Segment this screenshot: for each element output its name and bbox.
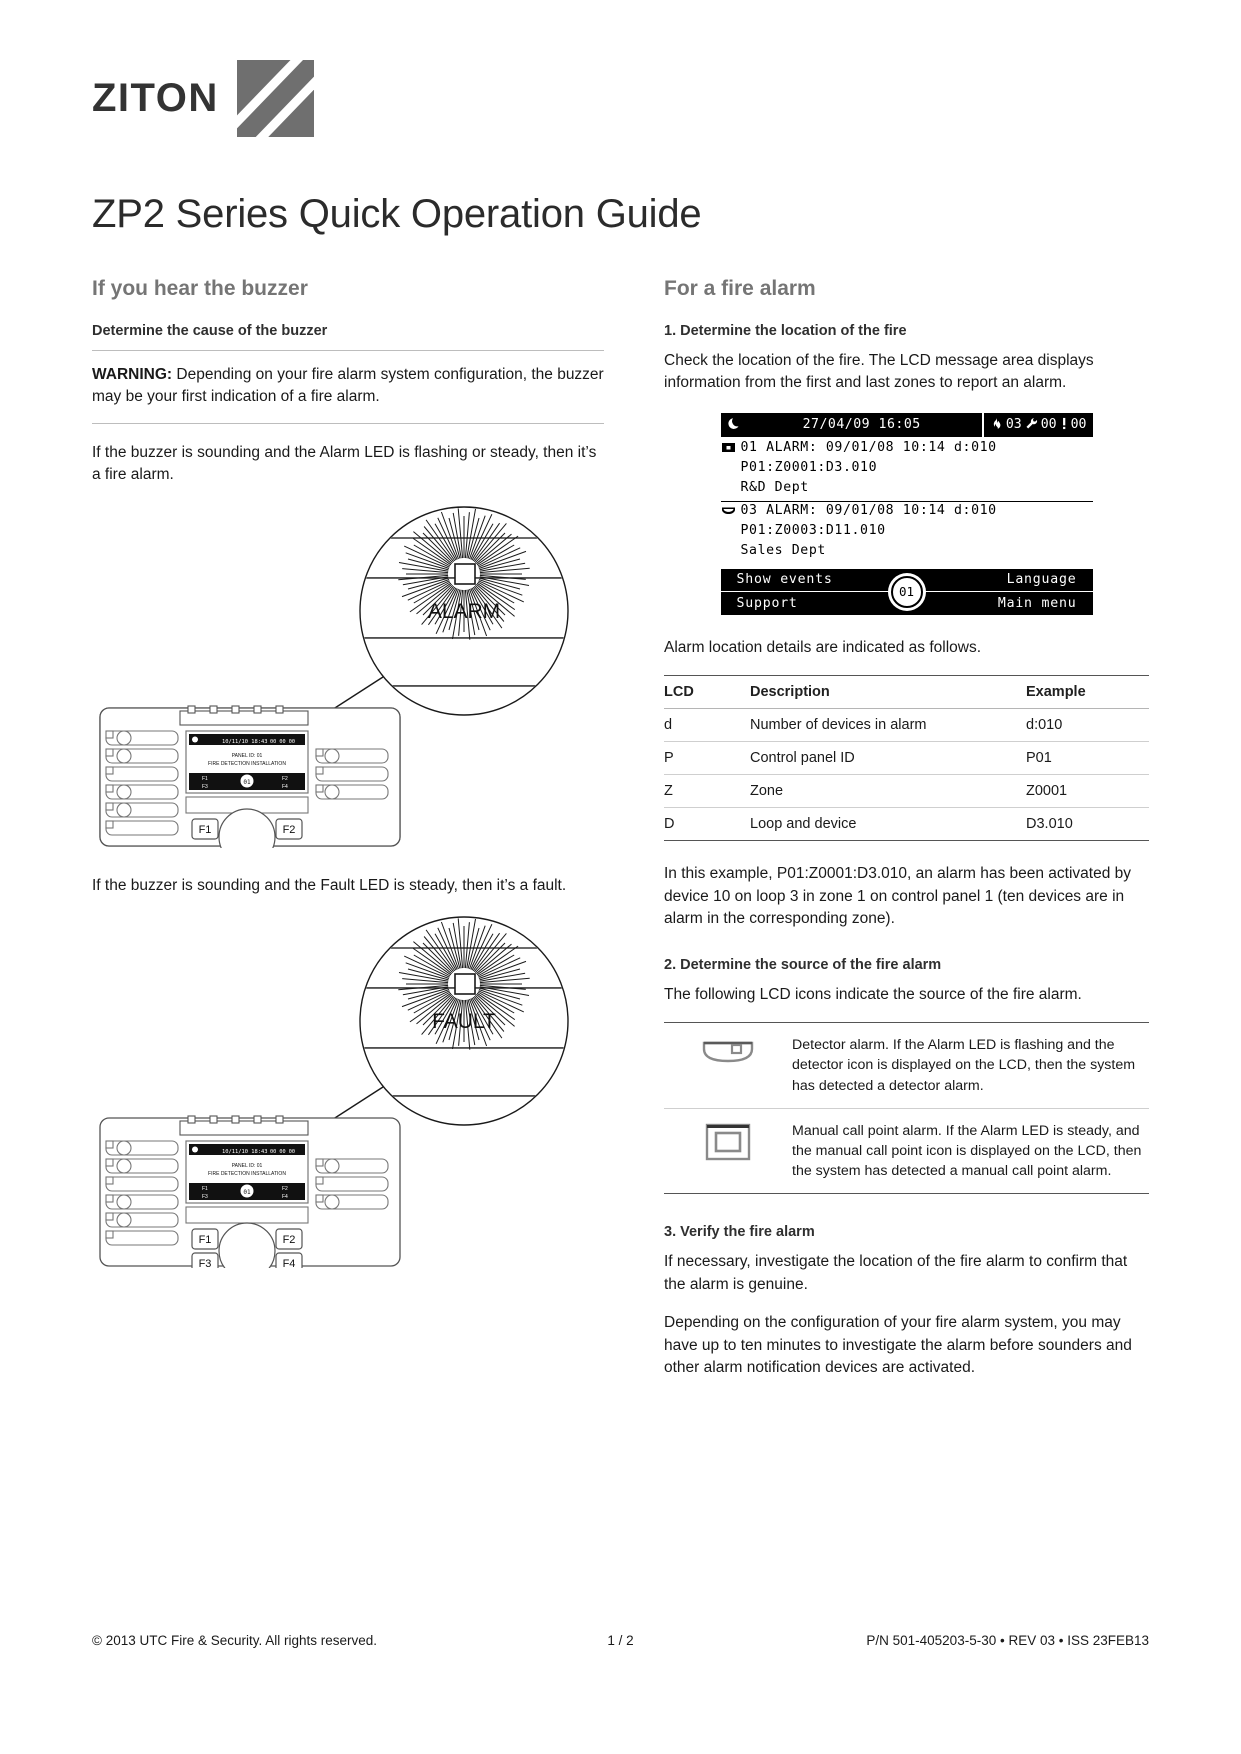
detector-icon xyxy=(721,504,741,520)
step3-title: 3. Verify the fire alarm xyxy=(664,1224,815,1241)
warning-label: WARNING: xyxy=(92,366,173,383)
figure-alarm-panel xyxy=(92,503,604,853)
lcd-line-text: Sales Dept xyxy=(740,542,826,558)
lcd-line-text: 03 ALARM: 09/01/08 10:14 d:010 xyxy=(740,502,997,518)
brand-logo xyxy=(92,52,1149,144)
lcd-fault-count: 00 xyxy=(1040,417,1057,433)
left-column xyxy=(92,277,604,1396)
col-header-description: Description xyxy=(750,676,1026,709)
table-row xyxy=(664,775,1149,808)
figure-fault-panel xyxy=(92,913,604,1273)
alarm-location-table xyxy=(664,675,1149,841)
fig1-lcd-counts: 00 00 00 xyxy=(270,738,295,745)
softkey-support[interactable]: Support xyxy=(736,595,798,611)
alarm-panel-diagram xyxy=(92,503,604,848)
fig2-softkey-f4: F4 xyxy=(282,1194,288,1201)
footer-partnumber: P/N 501-405203-5-30 • REV 03 • ISS 23FEB13 xyxy=(866,1633,1149,1648)
lcd-line-text: P01:Z0003:D11.010 xyxy=(740,522,886,538)
manual-call-point-icon-cell xyxy=(664,1108,792,1193)
logo-wordmark: ZITON xyxy=(92,75,219,120)
fig2-softkey-f3: F3 xyxy=(202,1194,208,1201)
step1-title: 1. Determine the location of the fire xyxy=(664,323,907,339)
lcd-fire-count: 03 xyxy=(1005,417,1022,433)
lcd-line-text: 01 ALARM: 09/01/08 10:14 d:010 xyxy=(740,439,997,455)
col-header-example: Example xyxy=(1026,676,1149,709)
fig1-panel-id: PANEL ID: 01 xyxy=(231,752,263,759)
fig1-lcd-datetime: 10/11/10 18:43 xyxy=(222,738,268,745)
fig2-key-f3: F3 xyxy=(198,1258,212,1269)
fig2-key-f4: F4 xyxy=(282,1258,296,1269)
lcd-icon-table xyxy=(664,1022,1149,1194)
icon-table-row xyxy=(664,1023,1149,1108)
cell-example: D3.010 xyxy=(1026,808,1149,841)
lcd-screenshot xyxy=(664,413,1149,615)
cell-example: d:010 xyxy=(1026,709,1149,742)
lcd-datetime: 27/04/09 16:05 xyxy=(802,417,921,433)
right-column xyxy=(664,277,1149,1396)
cell-lcd: Z xyxy=(664,775,750,808)
col-header-lcd: LCD xyxy=(664,676,750,709)
fault-callout-label: FAULT xyxy=(432,1010,496,1034)
fig1-key-f1: F1 xyxy=(198,823,212,836)
cell-description: Loop and device xyxy=(750,808,1026,841)
fig1-softkey-f1: F1 xyxy=(202,775,208,782)
ziton-z-mark-icon xyxy=(237,60,314,137)
cell-lcd: P xyxy=(664,742,750,775)
fig2-lcd-counts: 00 00 00 xyxy=(270,1149,295,1156)
left-section-heading: If you hear the buzzer xyxy=(92,277,308,300)
alarm-callout-label: ALARM xyxy=(427,599,501,623)
detector-icon-description: Detector alarm. If the Alarm LED is flashing and the detector icon is displayed on the LCD, then the system has detected a detector alarm. xyxy=(792,1023,1149,1108)
page-title: ZP2 Series Quick Operation Guide xyxy=(92,192,702,236)
fig2-badge: 01 xyxy=(243,1189,251,1197)
cell-description: Control panel ID xyxy=(750,742,1026,775)
lcd-line xyxy=(721,544,1093,564)
cell-lcd: d xyxy=(664,709,750,742)
fig1-softkey-f3: F3 xyxy=(202,783,208,790)
footer-page-number: 1 / 2 xyxy=(607,1633,634,1648)
left-para-alarm: If the buzzer is sounding and the Alarm LED is flashing or steady, then it’s a fire alarm. xyxy=(92,443,597,484)
step2-title: 2. Determine the source of the fire alarm xyxy=(664,956,942,973)
cell-example: Z0001 xyxy=(1026,775,1149,808)
fig2-panel-id: PANEL ID: 01 xyxy=(231,1163,263,1170)
fig1-panel-subtitle: FIRE DETECTION INSTALLATION xyxy=(208,760,286,767)
left-subheading-determine-cause: Determine the cause of the buzzer xyxy=(92,323,328,339)
table-header-row xyxy=(664,676,1149,709)
footer-copyright: © 2013 UTC Fire & Security. All rights reserved. xyxy=(92,1633,378,1648)
fig2-lcd-datetime: 10/11/10 18:43 xyxy=(222,1149,268,1156)
detector-icon-cell xyxy=(664,1023,792,1108)
softkey-language[interactable]: Language xyxy=(1006,572,1077,588)
fig1-softkey-f2: F2 xyxy=(282,775,288,782)
lcd-line xyxy=(721,441,1093,461)
table-row xyxy=(664,808,1149,841)
lcd-line xyxy=(721,461,1093,481)
lcd-line xyxy=(721,481,1093,501)
manual-call-point-icon xyxy=(721,441,741,457)
fig1-softkey-f4: F4 xyxy=(282,783,288,790)
warning-text: Depending on your fire alarm system configuration, the buzzer may be your first indication of a fire alarm. xyxy=(92,366,604,406)
example-para: In this example, P01:Z0001:D3.010, an alarm has been activated by device 10 on loop 3 in zone 1 on control panel 1 (ten devices are in alarm in the corresponding zone). xyxy=(664,865,1132,928)
step1-para: Check the location of the fire. The LCD message area displays information from the first and last zones to report an alarm. xyxy=(664,352,1094,392)
fig1-key-f2: F2 xyxy=(282,823,296,836)
panel-id-badge: 01 xyxy=(891,576,923,608)
fig2-softkey-f2: F2 xyxy=(282,1186,288,1193)
fig2-key-f2: F2 xyxy=(282,1234,296,1247)
page-footer xyxy=(92,1633,1149,1648)
softkey-main-menu[interactable]: Main menu xyxy=(997,595,1077,611)
softkey-show-events[interactable]: Show events xyxy=(736,572,833,588)
step3-para2: Depending on the configuration of your fire alarm system, you may have up to ten minutes to investigate the alarm before sounders and other alarm notification devices are activated. xyxy=(664,1314,1132,1377)
cell-lcd: D xyxy=(664,808,750,841)
lcd-line-text: R&D Dept xyxy=(740,479,809,495)
lcd-message-area xyxy=(721,437,1093,566)
lcd-softkey-menu xyxy=(721,569,1093,615)
fig2-key-f1: F1 xyxy=(198,1234,212,1247)
fire-icon xyxy=(990,417,1003,433)
icon-table-row xyxy=(664,1108,1149,1193)
warning-box xyxy=(92,350,604,424)
lcd-disable-count: 00 xyxy=(1070,417,1087,433)
right-section-heading: For a fire alarm xyxy=(664,277,816,300)
exclamation-icon xyxy=(1060,417,1068,433)
detector-icon xyxy=(700,1035,756,1069)
wrench-icon xyxy=(1025,417,1038,433)
table-row xyxy=(664,742,1149,775)
lcd-line xyxy=(721,524,1093,544)
lcd-line-text: P01:Z0001:D3.010 xyxy=(740,459,878,475)
step2-para: The following LCD icons indicate the source of the fire alarm. xyxy=(664,985,1082,1003)
lcd-line xyxy=(721,504,1093,524)
fig2-softkey-f1: F1 xyxy=(202,1186,208,1193)
manual-call-point-description: Manual call point alarm. If the Alarm LED is steady, and the manual call point icon is displayed on the LCD, then the system has detected a manual call point alarm. xyxy=(792,1108,1149,1193)
cell-description: Number of devices in alarm xyxy=(750,709,1026,742)
lcd-status-bar xyxy=(721,413,1093,437)
moon-icon xyxy=(728,416,742,433)
table-intro: Alarm location details are indicated as follows. xyxy=(664,638,982,656)
left-para-fault: If the buzzer is sounding and the Fault LED is steady, then it’s a fault. xyxy=(92,876,567,894)
step3-para1: If necessary, investigate the location of the fire alarm to confirm that the alarm is genuine. xyxy=(664,1253,1128,1293)
cell-example: P01 xyxy=(1026,742,1149,775)
manual-call-point-icon xyxy=(703,1121,753,1163)
fig2-panel-subtitle: FIRE DETECTION INSTALLATION xyxy=(208,1171,286,1178)
table-row xyxy=(664,709,1149,742)
lcd-divider xyxy=(721,501,1093,502)
fig1-badge: 01 xyxy=(243,778,251,786)
cell-description: Zone xyxy=(750,775,1026,808)
fault-panel-diagram xyxy=(92,913,604,1268)
